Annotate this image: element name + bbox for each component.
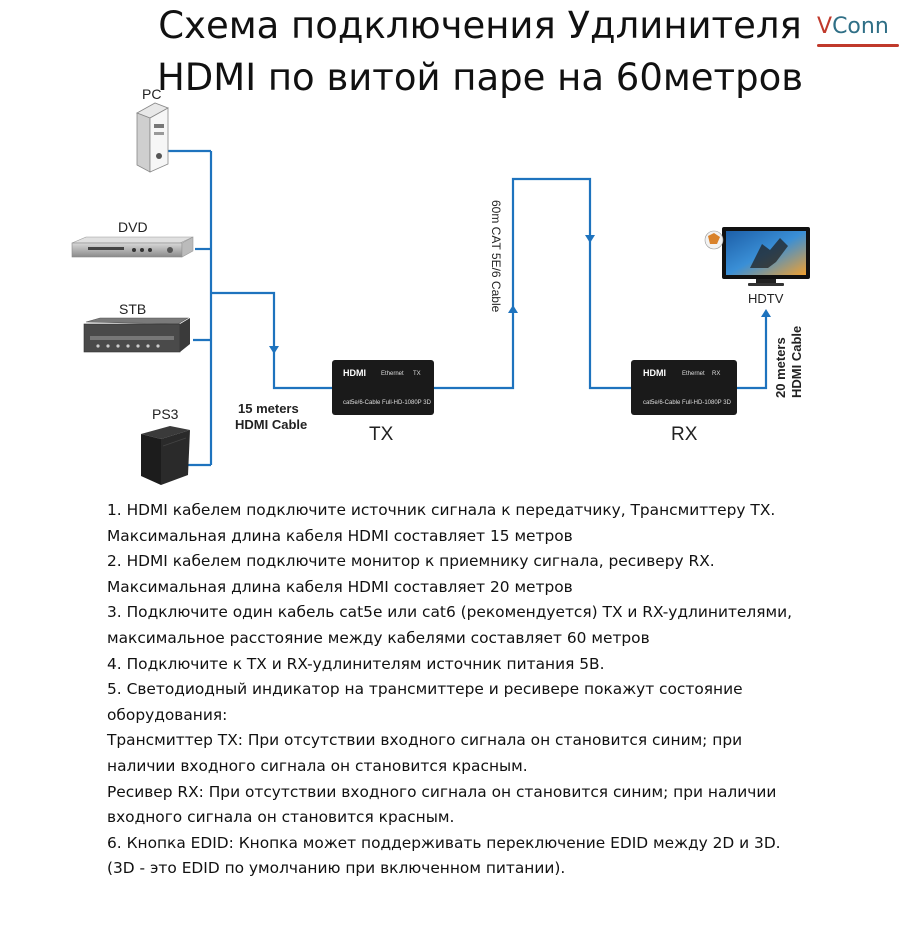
- instruction-item: Ресивер RX: При отсутствии входного сигнала он становится синим; при наличии входного сигнала он становится красным.: [107, 782, 777, 827]
- instruction-item: 2. HDMI кабелем подключите монитор к приемнику сигнала, ресиверу RX. Максимальная длина кабеля HDMI составляет 20 метров: [107, 552, 715, 596]
- instruction-item: 3. Подключите один кабель cat5e или cat6 (рекомендуется) TX и RX-удлинителями, максимальное расстояние между кабелями составляет 60 метров: [107, 603, 792, 647]
- dvd-player-icon: [72, 237, 193, 257]
- arrow-down-cat: [585, 235, 595, 243]
- rx-hdmi-logo: HDMI: [643, 368, 666, 378]
- hdmi-out-cable-length: 20 meters: [773, 337, 788, 398]
- rx-extender-icon: [631, 360, 737, 415]
- instruction-item: 1. HDMI кабелем подключите источник сигнала к передатчику, Трансмиттеру TX. Максимальная длина кабеля HDMI составляет 15 метров: [107, 501, 776, 545]
- wire-to-hdtv: [737, 317, 766, 388]
- arrow-up-cat: [508, 305, 518, 313]
- tx-hdmi-logo: HDMI: [343, 368, 366, 378]
- ps3-label: PS3: [152, 406, 179, 422]
- wire-cat-cable: [434, 179, 631, 388]
- rx-mark: RX: [712, 371, 721, 377]
- hdmi-in-cable-type: HDMI Cable: [235, 417, 308, 432]
- set-top-box-icon: [84, 318, 190, 352]
- tx-mark: TX: [413, 371, 421, 377]
- instruction-item: 4. Подключите к TX и RX-удлинителям источник питания 5В.: [107, 654, 605, 673]
- logo-text: Conn: [832, 14, 889, 39]
- pc-tower-icon: [137, 103, 168, 172]
- instructions-list: [107, 498, 807, 882]
- instruction-item: 5. Светодиодный индикатор на трансмиттере и ресивере покажут состояние оборудования:: [107, 680, 743, 724]
- hdtv-label: HDTV: [748, 291, 784, 306]
- stb-label: STB: [119, 301, 147, 317]
- instruction-item: 6. Кнопка EDID: Кнопка может поддерживать переключение EDID между 2D и 3D. (3D - это EDID по умолчанию при включенном питании).: [107, 833, 781, 878]
- tx-resolution: Full-HD-1080P 3D: [382, 400, 431, 406]
- arrow-up-hdtv: [761, 309, 771, 317]
- wire-to-tx: [211, 293, 332, 388]
- hdmi-in-cable-length: 15 meters: [238, 401, 299, 416]
- tx-extender-icon: [332, 360, 434, 415]
- rx-resolution: Full-HD-1080P 3D: [682, 400, 731, 406]
- tx-ethernet-text: Ethernet: [381, 371, 404, 377]
- logo-letter-v: V: [817, 14, 833, 39]
- page-title-line-2: HDMI по витой паре на 60метров: [156, 56, 804, 99]
- cat-cable-label: 60m CAT 5E/6 Cable: [489, 200, 503, 313]
- arrows: [269, 235, 771, 354]
- hdtv-icon: [705, 227, 810, 286]
- rx-ethernet-text: Ethernet: [682, 371, 705, 377]
- hdmi-out-cable-type: HDMI Cable: [789, 325, 804, 398]
- arrow-down-to-tx: [269, 346, 279, 354]
- rx-label: RX: [671, 424, 698, 445]
- tx-label: TX: [369, 424, 394, 445]
- rx-cable-spec: cat5e/6-Cable: [643, 400, 681, 406]
- page-title-line-1: Схема подключения Удлинителя: [158, 4, 802, 47]
- tx-cable-spec: cat5e/6-Cable: [343, 400, 381, 406]
- instruction-item: Трансмиттер TX: При отсутствии входного сигнала он становится синим; при наличии входного сигнала он становится красным.: [107, 731, 743, 775]
- pc-label: PC: [142, 86, 162, 102]
- dvd-label: DVD: [118, 219, 148, 235]
- ps3-console-icon: [141, 426, 190, 485]
